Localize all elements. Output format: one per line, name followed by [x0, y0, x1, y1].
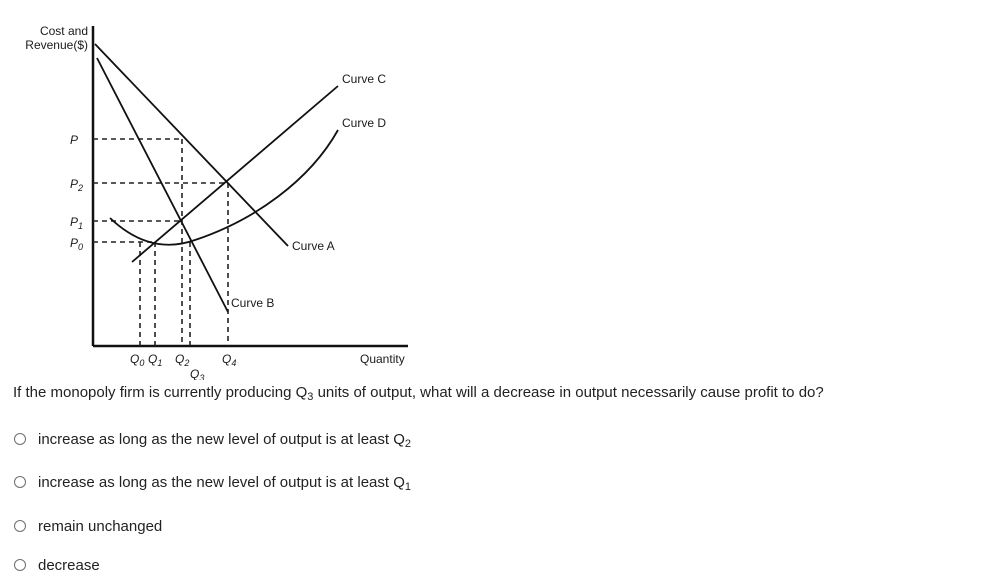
x-tick-q0: $Q_0$ — [130, 352, 145, 368]
y-tick-p: P — [70, 133, 79, 147]
curve-c — [132, 86, 338, 262]
curve-a-label: Curve A — [292, 239, 335, 253]
x-axis-label: Quantity — [360, 352, 405, 366]
option-3[interactable] — [14, 515, 162, 537]
option-text — [38, 518, 162, 535]
option-label: remain unchanged — [38, 517, 163, 535]
question-subscript: 3 — [307, 391, 314, 403]
option-subscript: 1 — [404, 480, 412, 493]
radio-button[interactable] — [14, 559, 26, 571]
y-tick-p0: $P_0$ — [70, 236, 84, 252]
curve-a — [95, 44, 288, 246]
y-tick-p2: $P_2$ — [70, 177, 84, 193]
x-tick-q2: $Q_2$ — [175, 352, 190, 368]
option-label: increase as long as the new level of output is at least Q — [38, 473, 405, 491]
guide-lines — [93, 139, 228, 346]
option-1[interactable] — [14, 428, 411, 450]
radio-button[interactable] — [14, 433, 26, 445]
radio-button[interactable] — [14, 476, 26, 488]
y-tick-p1: $P_1$ — [70, 215, 84, 231]
curve-c-label: Curve C — [342, 72, 387, 86]
curve-b — [97, 58, 228, 312]
option-text — [38, 431, 411, 448]
option-2[interactable] — [14, 471, 411, 493]
y-axis-label-line2: Revenue($) — [25, 38, 88, 52]
x-tick-q1: $Q_1$ — [148, 352, 163, 368]
option-text — [38, 557, 100, 574]
x-tick-q4: $Q_4$ — [222, 352, 237, 368]
question-text-before: If the monopoly firm is currently producing Q — [13, 384, 308, 401]
curve-d-label: Curve D — [342, 116, 387, 130]
radio-button[interactable] — [14, 520, 26, 532]
option-label: decrease — [38, 556, 100, 574]
y-axis-label-line1: Cost and — [39, 24, 88, 38]
option-4[interactable] — [14, 554, 100, 576]
option-label: increase as long as the new level of output is at least Q — [38, 430, 405, 448]
curve-b-label: Curve B — [231, 296, 275, 310]
curve-d — [110, 130, 338, 245]
question-text-after: units of output, what will a decrease in output necessarily cause profit to do? — [313, 384, 824, 401]
question-text — [13, 384, 973, 401]
x-tick-q3: $Q_3$ — [190, 367, 205, 380]
option-subscript: 2 — [404, 437, 412, 450]
option-text — [38, 474, 411, 491]
